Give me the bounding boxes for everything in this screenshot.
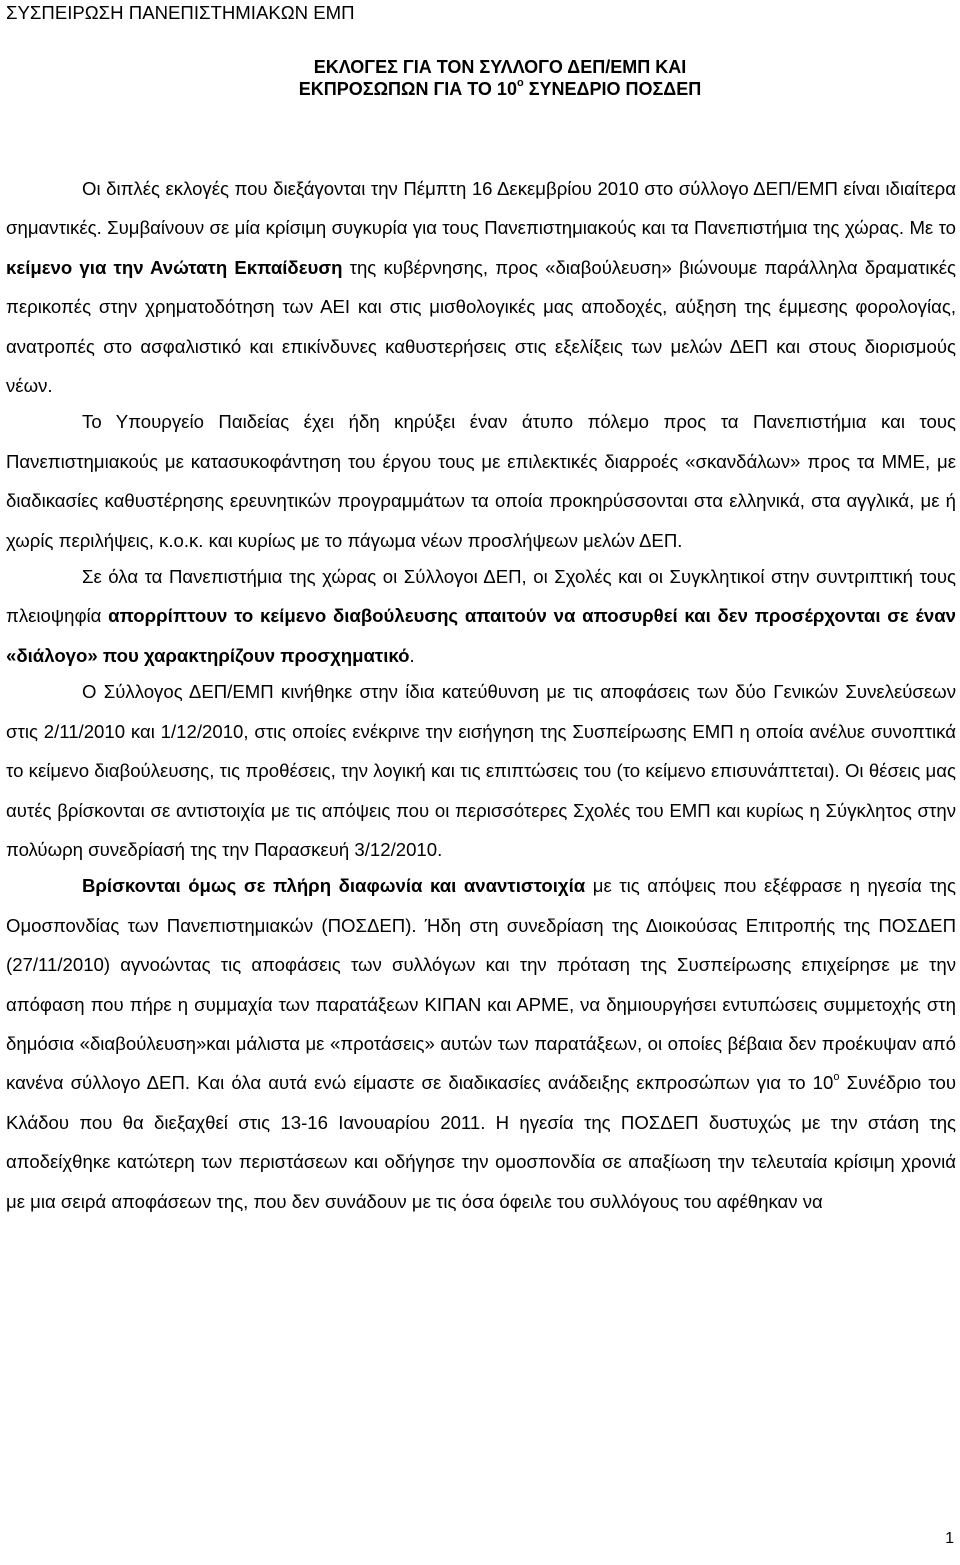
paragraph-3-bold: απορρίπτουν το κείμενο διαβούλευσης απαιτούν να αποσυρθεί και δεν προσέρχονται σε έναν «διάλογο» που χαρακτηρίζουν προσχηματικό xyxy=(6,605,956,666)
paragraph-4: Ο Σύλλογος ΔΕΠ/ΕΜΠ κινήθηκε στην ίδια κατεύθυνση με τις αποφάσεις των δύο Γενικών Συνελεύσεων στις 2/11/2010 και 1/12/2010, στις οποίες ενέκρινε την εισήγηση της Συσπείρωσης ΕΜΠ η οποία ανέλυε συνοπτικά το κείμενο διαβούλευσης, τις προθέσεις, την λογική και τις επιπτώσεις του (το κείμενο επισυνάπτεται). Οι θέσεις μας αυτές βρίσκονται σε αντιστοιχία με τις απόψεις που οι περισσότερες Σχολές του ΕΜΠ και κυρίως η Σύγκλητος στην πολύωρη συνεδρίασή της την Παρασκευή 3/12/2010. xyxy=(6,681,956,860)
paragraph-5-text-c: Συνέδριο του Κλάδου που θα διεξαχθεί στις 13-16 Ιανουαρίου 2011. Η ηγεσία της ΠΟΣΔΕΠ δυστυχώς με την στάση της αποδείχθηκε κατώτερη των περιστάσεων και οδήγησε την ομοσπονδία σε απαξίωση την τελευταία κρίσιμη χρονιά με μια σειρά αποφάσεων της, που δεν συνάδουν με τις όσα όφειλε του συλλόγους του αφέθηκαν να xyxy=(6,1072,956,1212)
paragraph-3 xyxy=(6,557,956,675)
paragraph-3-text-c: . xyxy=(409,644,415,666)
paragraph-1 xyxy=(6,169,956,405)
paragraph-1-bold: κείμενο για την Ανώτατη Εκπαίδευση xyxy=(6,256,343,278)
paragraph-3-text-a: Σε όλα τα Πανεπιστήμια της χώρας οι Σύλλογοι ΔΕΠ, οι Σχολές και οι Συγκλητικοί στην συντριπτική τους πλειοψηφία xyxy=(6,566,956,627)
page-number: 1 xyxy=(945,1530,954,1547)
paragraph-5-bold: Βρίσκονται όμως σε πλήρη διαφωνία και αναντιστοιχία xyxy=(82,875,586,897)
paragraph-5-text-b: με τις απόψεις που εξέφρασε η ηγεσία της Ομοσπονδίας των Πανεπιστημιακών (ΠΟΣΔΕΠ). Ήδη στη συνεδρίαση της Διοικούσας Επιτροπής της ΠΟΣΔΕΠ (27/11/2010) αγνοώντας τις αποφάσεις των συλλόγων και την πρόταση της Συσπείρωσης επιχείρησε με την απόφαση που πήρε η συμμαχία των παρατάξεων ΚΙΠΑΝ και ΑΡΜΕ, να δημιουργήσει εντυπώσεις συμμετοχής στη δημόσια «διαβούλευση»και μάλιστα με «προτάσεις» αυτών των παρατάξεων, οι οποίες βέβαια δεν προέκυψαν από κανένα σύλλογο ΔΕΠ. Και όλα αυτά ενώ είμαστε σε διαδικασίες ανάδειξης εκπροσώπων για το 10 xyxy=(6,875,956,1094)
title-superscript: ο xyxy=(516,77,524,89)
document-title xyxy=(0,56,960,100)
paragraph-5 xyxy=(6,866,956,1221)
title-line-2-end: ΣΥΝΕΔΡΙΟ ΠΟΣΔΕΠ xyxy=(523,79,702,99)
paragraph-2: Το Υπουργείο Παιδείας έχει ήδη κηρύξει έναν άτυπο πόλεμο προς τα Πανεπιστήμια και τους Πανεπιστημιακούς με κατασυκοφάντηση του έργου τους με επιλεκτικές διαρροές «σκανδάλων» προς τα ΜΜΕ, με διαδικασίες καθυστέρησης ερευνητικών προγραμμάτων τα οποία προκηρύσσονται στα ελληνικά, στα αγγλικά, με ή χωρίς περιλήψεις, κ.ο.κ. και κυρίως με το πάγωμα νέων προσλήψεων μελών ΔΕΠ. xyxy=(6,411,956,551)
title-line-2-text: ΕΚΠΡΟΣΩΠΩΝ ΓΙΑ ΤΟ 10 xyxy=(298,79,517,99)
title-line-1: ΕΚΛΟΓΕΣ ΓΙΑ ΤΟΝ ΣΥΛΛΟΓΟ ΔΕΠ/ΕΜΠ ΚΑΙ xyxy=(313,57,687,77)
paragraph-5-superscript: ο xyxy=(833,1071,840,1084)
title-line-2 xyxy=(40,78,960,100)
organization-name: ΣΥΣΠΕΙΡΩΣΗ ΠΑΝΕΠΙΣΤΗΜΙΑΚΩΝ ΕΜΠ xyxy=(6,2,355,23)
paragraph-1-text-c: της κυβέρνησης, προς «διαβούλευση» βιώνουμε παράλληλα δραματικές περικοπές στην χρηματοδότηση των ΑΕΙ και στις μισθολογικές μας αποδοχές, αύξηση της έμμεσης φορολογίας, ανατροπές στο ασφαλιστικό και επικίνδυνες καθυστερήσεις στις εξελίξεις των μελών ΔΕΠ και στους διορισμούς νέων. xyxy=(6,256,956,397)
paragraph-1-text-a: Οι διπλές εκλογές που διεξάγονται την Πέμπτη 16 Δεκεμβρίου 2010 στο σύλλογο ΔΕΠ/ΕΜΠ είναι ιδιαίτερα σημαντικές. Συμβαίνουν σε μία κρίσιμη συγκυρία για τους Πανεπιστημιακούς και τα Πανεπιστήμια της χώρας. Με το xyxy=(6,178,956,239)
body-text xyxy=(6,169,956,1221)
